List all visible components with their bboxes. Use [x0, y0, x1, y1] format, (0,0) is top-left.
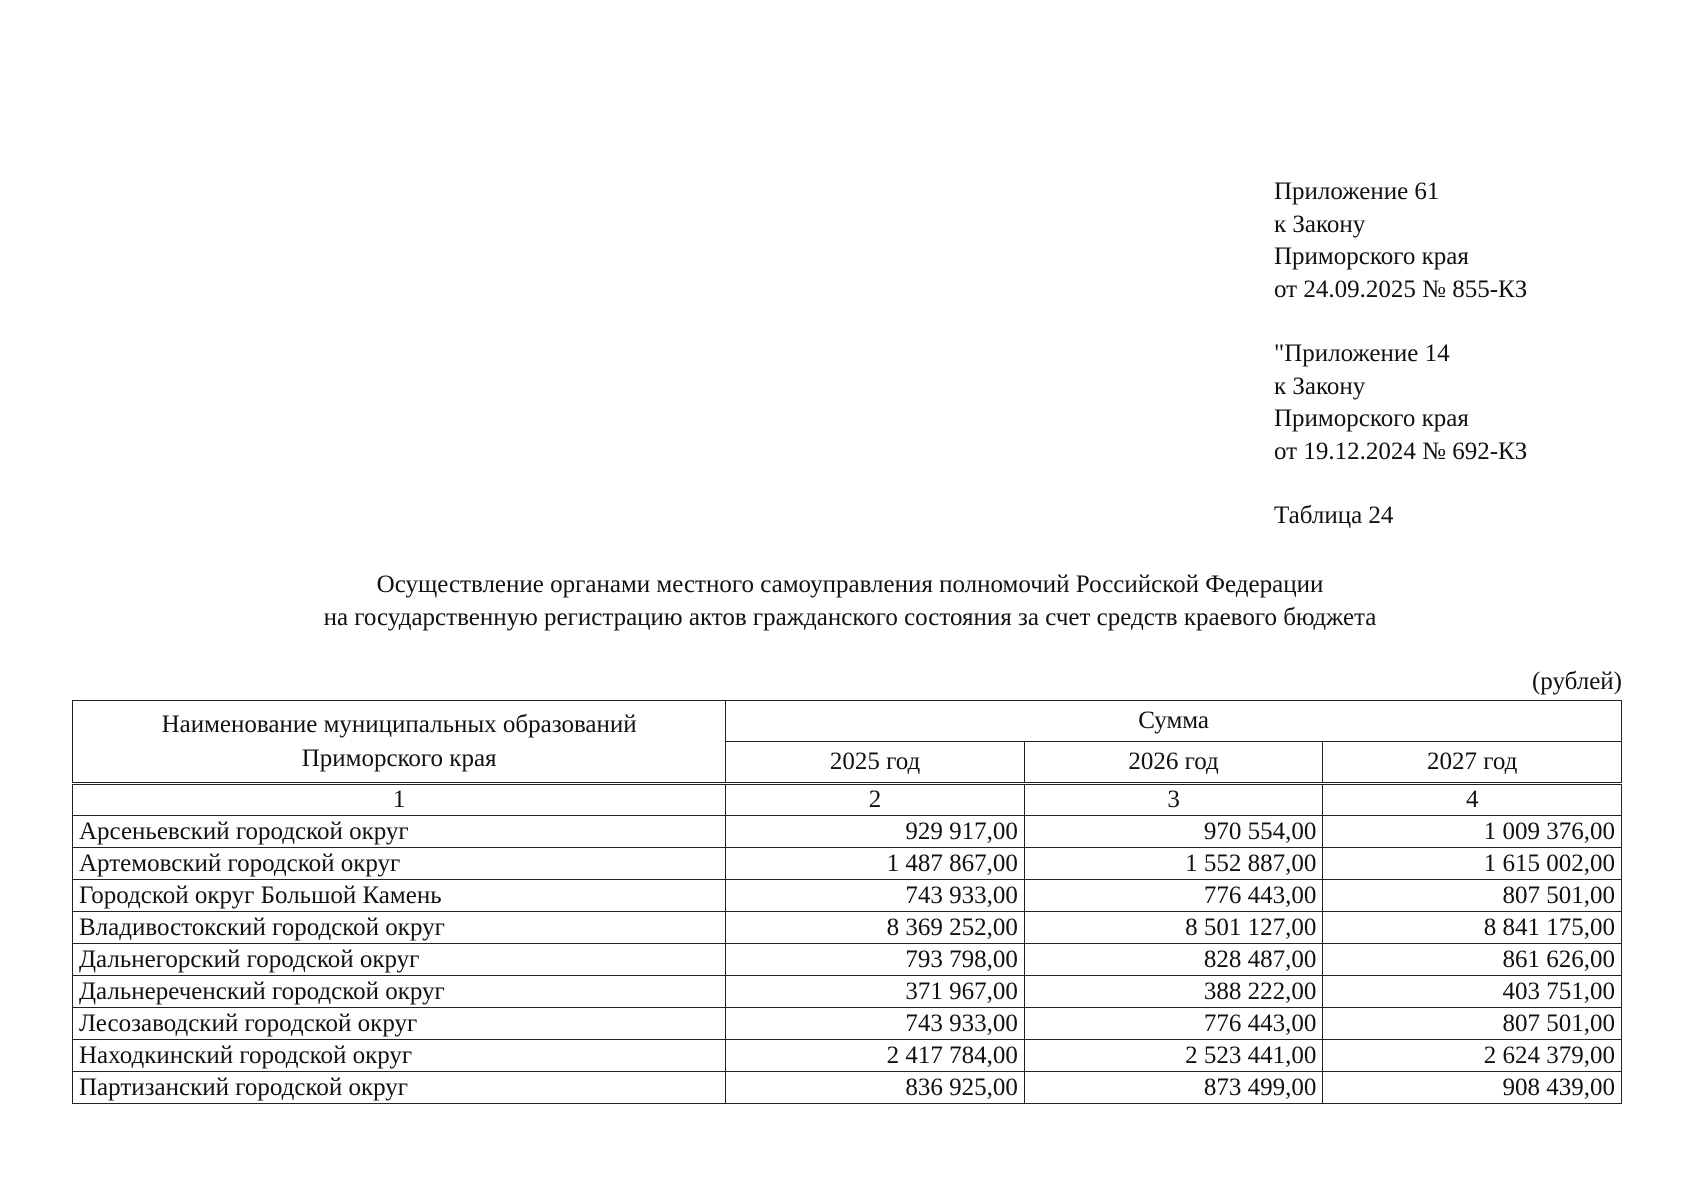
amount-2027: 403 751,00: [1323, 976, 1622, 1008]
amount-2025: 2 417 784,00: [726, 1040, 1025, 1072]
table-row: [73, 880, 1622, 912]
amount-2027: 908 439,00: [1323, 1072, 1622, 1104]
header-municipality-line2: Приморского края: [301, 744, 497, 772]
header-municipality-line1: Наименование муниципальных образований: [161, 710, 637, 738]
column-number: 3: [1024, 784, 1323, 816]
annex-line: от 24.09.2025 № 855-КЗ: [1274, 275, 1528, 303]
amount-2026: 8 501 127,00: [1024, 912, 1323, 944]
municipality-name: Артемовский городской округ: [73, 848, 726, 880]
municipality-name: Лесозаводский городской округ: [73, 1008, 726, 1040]
annex-line: Приложение 61: [1274, 178, 1440, 205]
annex-block: [1274, 176, 1527, 533]
budget-table: [72, 700, 1622, 1104]
municipality-name: Партизанский городской округ: [73, 1072, 726, 1104]
column-number: 4: [1323, 784, 1622, 816]
title-line-1: Осуществление органами местного самоуправления полномочий Российской Федерации: [376, 571, 1324, 598]
municipality-name: Арсеньевский городской округ: [73, 816, 726, 848]
header-sum: Сумма: [726, 701, 1622, 742]
amount-2025: 1 487 867,00: [726, 848, 1025, 880]
amount-2025: 743 933,00: [726, 880, 1025, 912]
header-year-2026: 2026 год: [1024, 742, 1323, 784]
amount-2025: 371 967,00: [726, 976, 1025, 1008]
column-number: 1: [73, 784, 726, 816]
table-row: [73, 1040, 1622, 1072]
amount-2027: 8 841 175,00: [1323, 912, 1622, 944]
amount-2026: 2 523 441,00: [1024, 1040, 1323, 1072]
amount-2025: 8 369 252,00: [726, 912, 1025, 944]
municipality-name: Городской округ Большой Камень: [73, 880, 726, 912]
amount-2026: 776 443,00: [1024, 880, 1323, 912]
amount-2025: 743 933,00: [726, 1008, 1025, 1040]
amount-2027: 2 624 379,00: [1323, 1040, 1622, 1072]
amount-2026: 1 552 887,00: [1024, 848, 1323, 880]
amount-2027: 807 501,00: [1323, 880, 1622, 912]
amount-2025: 929 917,00: [726, 816, 1025, 848]
table-row: [73, 1072, 1622, 1104]
municipality-name: Владивостокский городской округ: [73, 912, 726, 944]
amount-2026: 388 222,00: [1024, 976, 1323, 1008]
table-row: [73, 816, 1622, 848]
table-row: [73, 944, 1622, 976]
amount-2027: 861 626,00: [1323, 944, 1622, 976]
header-year-2025: 2025 год: [726, 742, 1025, 784]
unit-label: (рублей): [1531, 668, 1622, 695]
amount-2027: 807 501,00: [1323, 1008, 1622, 1040]
table-row: [73, 976, 1622, 1008]
municipality-name: Дальнегорский городской округ: [73, 944, 726, 976]
table-row: [73, 848, 1622, 880]
amount-2026: 828 487,00: [1024, 944, 1323, 976]
annex-line: к Закону: [1274, 210, 1366, 238]
annex-line: Приморского края: [1274, 405, 1469, 432]
amount-2026: 776 443,00: [1024, 1008, 1323, 1040]
table-row: [73, 912, 1622, 944]
table-label: Таблица 24: [1274, 502, 1394, 529]
annex-line: от 19.12.2024 № 692-КЗ: [1274, 437, 1528, 465]
amount-2027: 1 615 002,00: [1323, 848, 1622, 880]
annex-line: "Приложение 14: [1274, 340, 1450, 367]
municipality-name: Находкинский городской округ: [73, 1040, 726, 1072]
column-number: 2: [726, 784, 1025, 816]
table-row: [73, 1008, 1622, 1040]
amount-2025: 836 925,00: [726, 1072, 1025, 1104]
header-municipality: [73, 701, 726, 784]
title-line-2: на государственную регистрацию актов гражданского состояния за счет средств краевого бюджета: [323, 604, 1377, 631]
annex-line: к Закону: [1274, 372, 1366, 400]
amount-2026: 873 499,00: [1024, 1072, 1323, 1104]
amount-2027: 1 009 376,00: [1323, 816, 1622, 848]
municipality-name: Дальнереченский городской округ: [73, 976, 726, 1008]
header-year-2027: 2027 год: [1323, 742, 1622, 784]
annex-line: Приморского края: [1274, 243, 1469, 270]
document-title: [140, 568, 1560, 634]
amount-2025: 793 798,00: [726, 944, 1025, 976]
amount-2026: 970 554,00: [1024, 816, 1323, 848]
